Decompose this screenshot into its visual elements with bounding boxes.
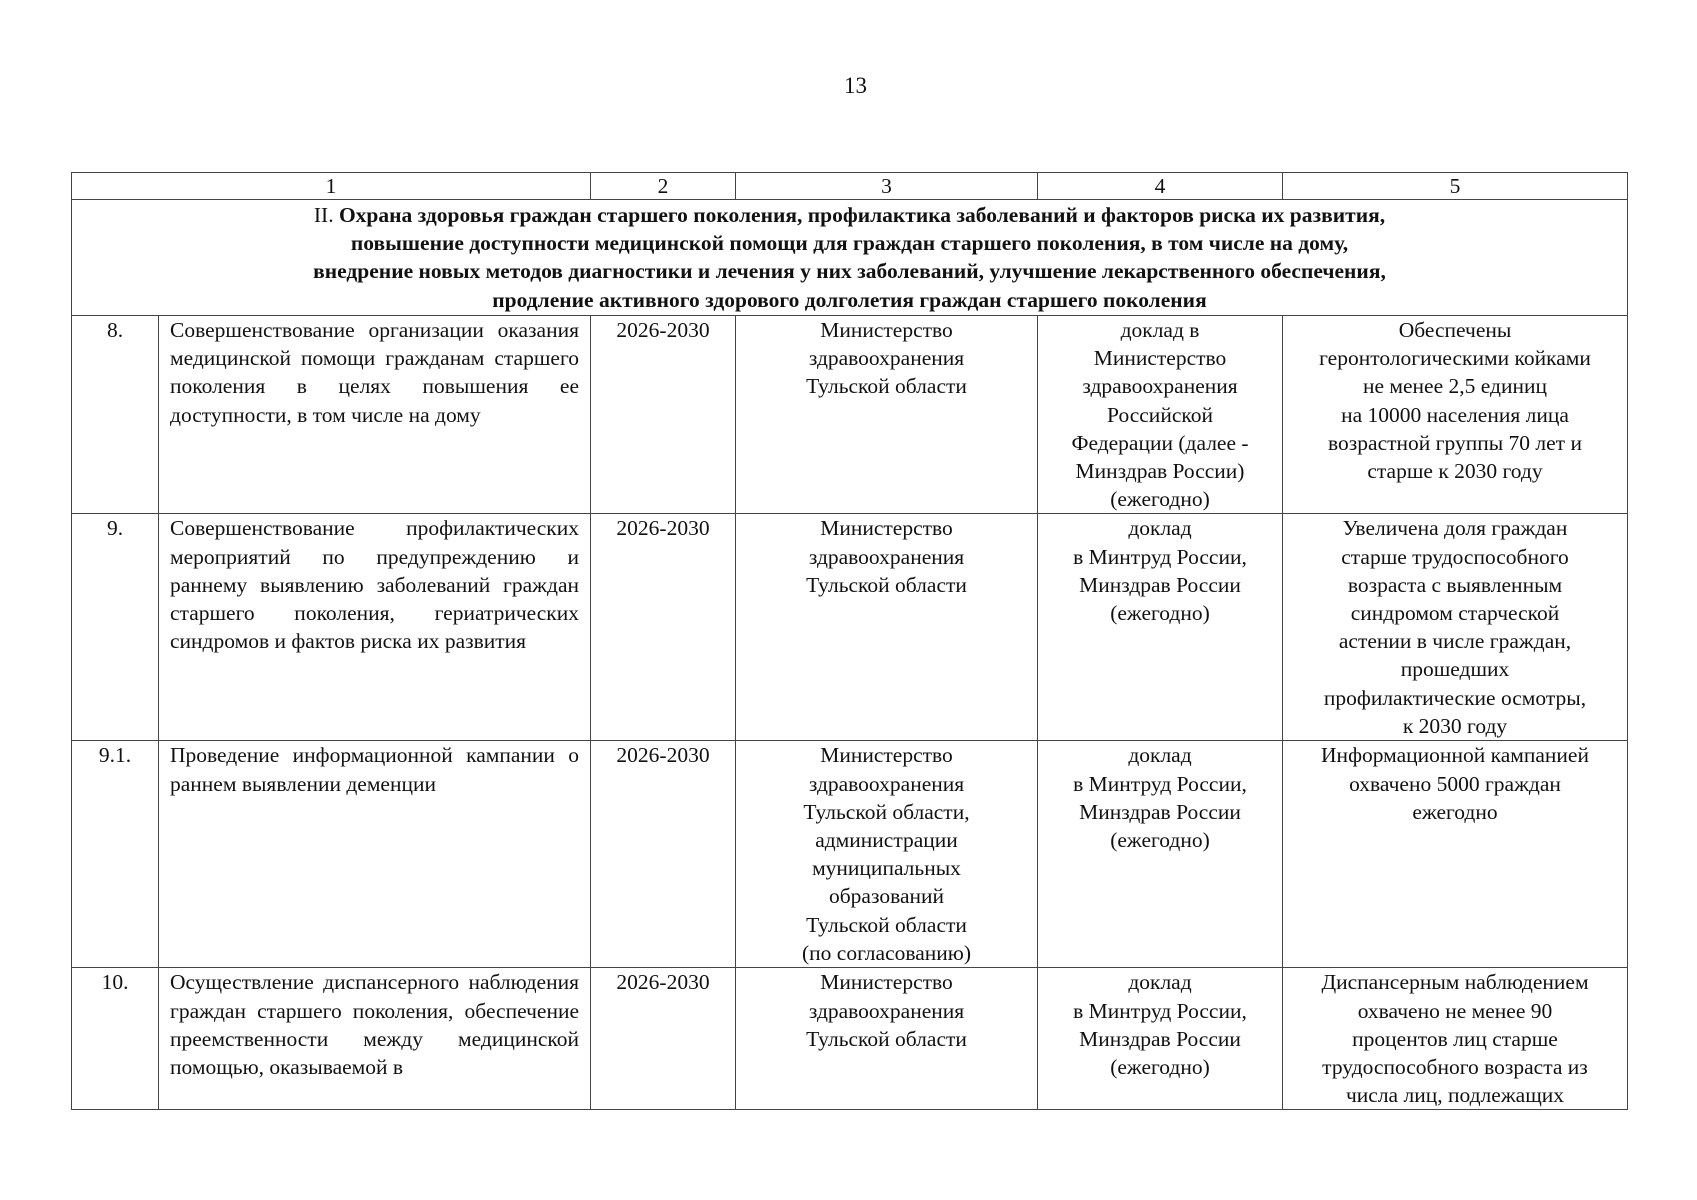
expected-result bbox=[1283, 316, 1628, 514]
implementation-term: 2026-2030 bbox=[591, 514, 736, 741]
result-line: Информационной кампанией bbox=[1321, 743, 1589, 768]
report-line: Министерство bbox=[1093, 346, 1227, 371]
report-line: (ежегодно) bbox=[1110, 828, 1210, 853]
row-number: 8. bbox=[72, 316, 159, 514]
section-heading-line-2: повышение доступности медицинской помощи для граждан старшего поколения, в том числе на дому, bbox=[350, 231, 1349, 256]
result-line: прошедших bbox=[1400, 657, 1510, 682]
responsible-line: Тульской области bbox=[806, 572, 967, 597]
expected-result bbox=[1283, 741, 1628, 968]
section-heading-line-4: продление активного здорового долголетия граждан старшего поколения bbox=[492, 287, 1207, 312]
responsible-line: здравоохранения bbox=[808, 544, 965, 569]
activity-name: Совершенствование профилактических мероприятий по предупреждению и раннему выявлению заболеваний граждан старшего поколения, гериатрических синдромов и фактов риска их развития bbox=[159, 514, 591, 741]
result-line: к 2030 году bbox=[1402, 713, 1508, 738]
table-row bbox=[72, 968, 1628, 1110]
result-line: астении в числе граждан, bbox=[1338, 629, 1572, 654]
report-line: (ежегодно) bbox=[1110, 487, 1210, 512]
report-line: доклад в bbox=[1120, 318, 1200, 342]
column-number-4: 4 bbox=[1038, 173, 1283, 200]
responsible-line: здравоохранения bbox=[808, 771, 965, 796]
report-line: доклад bbox=[1128, 516, 1192, 541]
responsible-executor bbox=[736, 968, 1038, 1110]
result-line: синдромом старческой bbox=[1350, 601, 1560, 626]
table-row bbox=[72, 316, 1628, 514]
report-form bbox=[1038, 968, 1283, 1110]
responsible-line: муниципальных bbox=[812, 856, 961, 881]
responsible-executor bbox=[736, 316, 1038, 514]
implementation-term: 2026-2030 bbox=[591, 741, 736, 968]
table-row bbox=[72, 514, 1628, 741]
activity-name: Совершенствование организации оказания медицинской помощи гражданам старшего поколения в целях повышения ее доступности, в том числе на дому bbox=[159, 316, 591, 514]
result-line: старше трудоспособного bbox=[1341, 544, 1569, 569]
column-number-2: 2 bbox=[591, 173, 736, 200]
page-number: 13 bbox=[844, 73, 867, 98]
table-row bbox=[72, 741, 1628, 968]
report-line: Минздрав России) bbox=[1075, 459, 1245, 484]
report-line: в Минтруд России, bbox=[1073, 544, 1247, 569]
implementation-term: 2026-2030 bbox=[591, 316, 736, 514]
column-number-5: 5 bbox=[1283, 173, 1628, 200]
report-line: доклад bbox=[1128, 743, 1192, 768]
responsible-line: (по согласованию) bbox=[801, 940, 972, 965]
responsible-line: Министерство bbox=[820, 970, 953, 995]
column-number-3: 3 bbox=[736, 173, 1038, 200]
result-line: охвачено не менее 90 bbox=[1357, 998, 1553, 1023]
responsible-line: Тульской области bbox=[806, 1026, 967, 1051]
implementation-term: 2026-2030 bbox=[591, 968, 736, 1110]
column-number-row bbox=[72, 173, 1628, 200]
report-line: Российской bbox=[1107, 402, 1213, 427]
expected-result bbox=[1283, 968, 1628, 1110]
result-line: числа лиц, подлежащих bbox=[1345, 1083, 1565, 1108]
report-line: Минздрав России bbox=[1079, 572, 1241, 597]
expected-result bbox=[1283, 514, 1628, 741]
report-form bbox=[1038, 514, 1283, 741]
column-number-1: 1 bbox=[72, 173, 591, 200]
responsible-line: администрации bbox=[815, 828, 958, 853]
section-heading-text-1: Охрана здоровья граждан старшего поколения, профилактика заболеваний и факторов риска их развития, bbox=[338, 203, 1386, 227]
result-line: ежегодно bbox=[1412, 799, 1498, 824]
row-number: 10. bbox=[72, 968, 159, 1110]
report-line: здравоохранения bbox=[1082, 374, 1238, 399]
row-number: 9.1. bbox=[72, 741, 159, 968]
section-heading-row bbox=[72, 200, 1628, 316]
responsible-line: здравоохранения bbox=[808, 346, 965, 371]
report-line: доклад bbox=[1128, 970, 1192, 995]
responsible-line: Министерство bbox=[820, 318, 953, 342]
responsible-line: Тульской области bbox=[806, 374, 967, 399]
report-line: Минздрав России bbox=[1079, 1026, 1241, 1051]
result-line: профилактические осмотры, bbox=[1323, 685, 1587, 710]
result-line: геронтологическими койками bbox=[1319, 346, 1591, 371]
result-line: возраста с выявленным bbox=[1347, 572, 1563, 597]
responsible-line: здравоохранения bbox=[808, 998, 965, 1023]
result-line: возрастной группы 70 лет и bbox=[1328, 430, 1582, 455]
result-line: процентов лиц старше bbox=[1352, 1026, 1558, 1051]
report-line: (ежегодно) bbox=[1110, 601, 1210, 626]
report-form bbox=[1038, 316, 1283, 514]
responsible-line: Тульской области bbox=[806, 912, 967, 937]
report-form bbox=[1038, 741, 1283, 968]
report-line: в Минтруд России, bbox=[1073, 771, 1247, 796]
section-roman-numeral: II. bbox=[313, 203, 334, 227]
result-line: старше к 2030 году bbox=[1367, 459, 1543, 484]
section-heading-line-1 bbox=[72, 201, 1627, 229]
result-line: Увеличена доля граждан bbox=[1342, 516, 1568, 541]
result-line: трудоспособного возраста из bbox=[1322, 1055, 1588, 1080]
section-heading bbox=[72, 200, 1628, 316]
result-line: на 10000 населения лица bbox=[1341, 402, 1569, 427]
result-line: Обеспечены bbox=[1398, 318, 1512, 342]
activity-name: Проведение информационной кампании о раннем выявлении деменции bbox=[159, 741, 591, 968]
result-line: охвачено 5000 граждан bbox=[1349, 771, 1561, 796]
result-line: Диспансерным наблюдением bbox=[1321, 970, 1589, 995]
result-line: не менее 2,5 единиц bbox=[1362, 374, 1547, 399]
report-line: (ежегодно) bbox=[1110, 1055, 1210, 1080]
row-number: 9. bbox=[72, 514, 159, 741]
report-line: в Минтруд России, bbox=[1073, 998, 1247, 1023]
responsible-line: Министерство bbox=[820, 516, 953, 541]
activity-name: Осуществление диспансерного наблюдения граждан старшего поколения, обеспечение преемственности между медицинской помощью, оказываемой в bbox=[159, 968, 591, 1110]
responsible-executor bbox=[736, 741, 1038, 968]
responsible-executor bbox=[736, 514, 1038, 741]
responsible-line: Министерство bbox=[820, 743, 953, 768]
report-line: Минздрав России bbox=[1079, 799, 1241, 824]
report-line: Федерации (далее - bbox=[1071, 430, 1249, 455]
section-heading-line-3: внедрение новых методов диагностики и лечения у них заболеваний, улучшение лекарственного обеспечения, bbox=[313, 259, 1386, 284]
responsible-line: Тульской области, bbox=[803, 799, 970, 824]
plan-table bbox=[71, 172, 1628, 1110]
responsible-line: образований bbox=[828, 884, 945, 909]
